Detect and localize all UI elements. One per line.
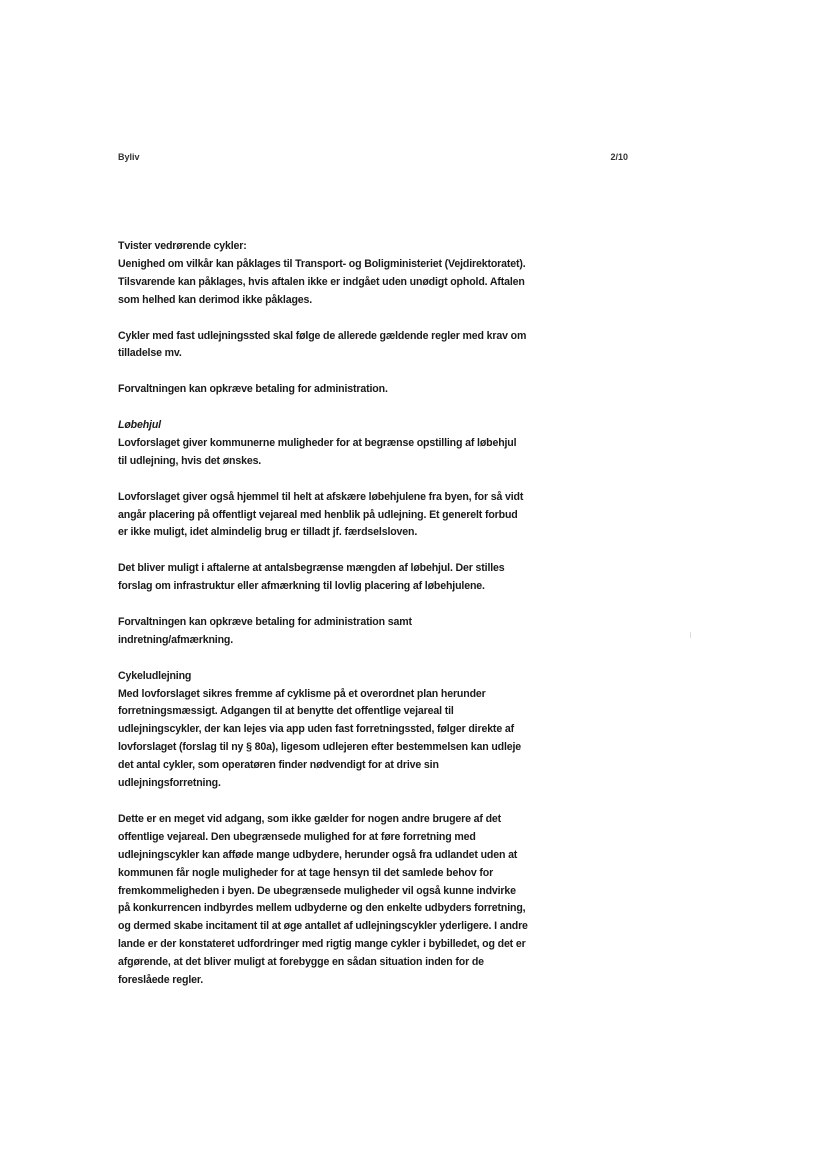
- section-heading-lobehjul: Løbehjul: [118, 419, 161, 432]
- page-header: [118, 152, 628, 166]
- page-number: 2/10: [610, 152, 628, 162]
- paragraph: Forvaltningen kan opkræve betaling for administration.: [118, 383, 388, 396]
- section-heading-tvister: Tvister vedrørende cykler:: [118, 240, 247, 252]
- paragraph: Lovforslaget giver kommunerne muligheder for at begrænse opstilling af løbehjul til udlejning, hvis det ønskes.: [118, 436, 517, 467]
- paragraph: Dette er en meget vid adgang, som ikke gælder for nogen andre brugere af det offentlige vejareal. Den ubegrænsede mulighed for at føre forretning med udlejningscykler kan afføde mange udbydere, herunder også fra udlandet uden at kommunen får nogle muligheder for at tage hensyn til det samlede behov for fremkommeligheden i byen. De ubegrænsede muligheder vil også kunne indvirke på konkurrencen indbyrdes mellem udbyderne og den enkelte udbyders forretning, og dermed skabe incitament til at øge antallet af udlejningscykler yderligere. I andre lande er der konstateret udfordringer med rigtig mange cykler i bybilledet, og det er afgørende, at det bliver muligt at forebygge en sådan situation inden for de foreslåede regler.: [118, 812, 528, 987]
- paragraph: Med lovforslaget sikres fremme af cyklisme på et overordnet plan herunder forretningsmæssigt. Adgangen til at benytte det offentlige vejareal til udlejningscykler, der kan lejes via app uden fast forretningssted, følger direkte af lovforslaget (forslag til ny § 80a), ligesom udlejeren efter bestemmelsen kan udleje det antal cykler, som operatøren finder nødvendigt for at drive sin udlejningsforretning.: [118, 687, 522, 790]
- paragraph: Uenighed om vilkår kan påklages til Transport- og Boligministeriet (Vejdirektoratet). Tilsvarende kan påklages, hvis aftalen ikke er indgået uden unødigt ophold. Aftalen som helhed kan derimod ikke påklages.: [118, 257, 526, 306]
- section-heading-cykeludlejning: Cykeludlejning: [118, 669, 192, 682]
- paragraph: Lovforslaget giver også hjemmel til helt at afskære løbehjulene fra byen, for så vidt angår placering på offentligt vejareal med henblik på udlejning. Et generelt forbud er ikke muligt, idet almindelig brug er tilladt jf. færdselsloven.: [118, 490, 524, 539]
- paragraph: Forvaltningen kan opkræve betaling for administration samt indretning/afmærkning.: [118, 615, 412, 646]
- scan-artifact: [690, 632, 691, 638]
- document-body: [118, 238, 528, 990]
- paragraph: Cykler med fast udlejningssted skal følge de allerede gældende regler med krav om tilladelse mv.: [118, 329, 527, 360]
- paragraph: Det bliver muligt i aftalerne at antalsbegrænse mængden af løbehjul. Der stilles forslag om infrastruktur eller afmærkning til lovlig placering af løbehjulene.: [118, 562, 505, 593]
- running-header-title: Byliv: [118, 152, 140, 162]
